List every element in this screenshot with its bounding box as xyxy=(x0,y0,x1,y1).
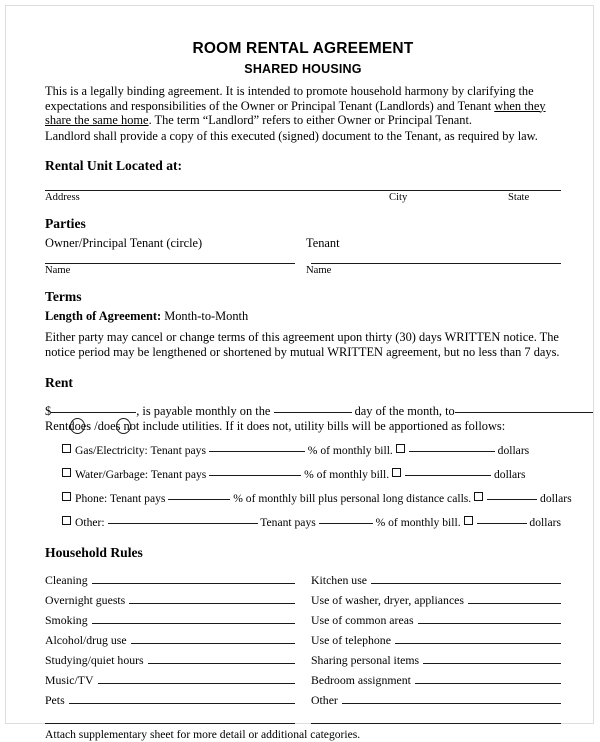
section-heading-rental-unit: Rental Unit Located at: xyxy=(45,158,183,174)
section-heading-rent: Rent xyxy=(45,374,73,390)
rent-due-day-input-line[interactable] xyxy=(274,403,352,413)
rent-day-text: day of the month, to xyxy=(351,403,455,418)
utility-percent-input-water-garbage[interactable] xyxy=(209,466,301,476)
utility-percent-input-phone[interactable] xyxy=(168,490,230,500)
parties-role-labels xyxy=(45,236,561,251)
list-item xyxy=(311,627,561,647)
rule-input-line-blank[interactable] xyxy=(311,723,561,724)
document-content xyxy=(45,39,572,742)
rent-payee-input-line[interactable] xyxy=(455,403,593,413)
rent-amount-row xyxy=(45,403,561,419)
section-heading-parties: Parties xyxy=(45,216,86,232)
intro-underlined-phrase: when they share the same home xyxy=(45,98,546,128)
household-rules-right-column xyxy=(311,567,561,724)
utility-tenant-pays-text-other: Tenant pays xyxy=(260,515,316,529)
list-item xyxy=(311,687,561,707)
state-label: State xyxy=(508,192,530,204)
list-item xyxy=(45,607,295,627)
length-of-agreement-row xyxy=(45,309,561,324)
utility-dollars-text-other: dollars xyxy=(529,515,561,529)
notice-paragraph: Either party may cancel or change terms of this agreement upon thirty (30) days WRITTEN notice. The notice period may be lengthened or shortened by mutual WRITTEN agreement, but no less than 7 days. xyxy=(45,330,560,359)
rule-label: Other xyxy=(311,692,338,707)
intro-text-part2: . The term “Landlord” refers to either Owner or Principal Tenant. xyxy=(148,113,473,128)
rule-label: Use of washer, dryer, appliances xyxy=(311,592,465,607)
rule-input-line[interactable] xyxy=(342,703,561,704)
rule-label: Pets xyxy=(45,692,65,707)
list-item xyxy=(45,687,295,707)
household-rules-left-column xyxy=(45,567,295,724)
rent-amount-input-line[interactable] xyxy=(51,403,136,413)
address-label: Address xyxy=(45,192,80,204)
rule-label: Cleaning xyxy=(45,572,88,587)
rule-input-line[interactable] xyxy=(92,583,295,584)
parties-name-labels xyxy=(45,264,561,278)
household-rules-footnote: Attach supplementary sheet for more detail or additional categories. xyxy=(45,727,361,741)
rule-label: Studying/quiet hours xyxy=(45,652,144,667)
checkbox-water-garbage[interactable] xyxy=(62,468,71,477)
length-of-agreement-label: Length of Agreement: xyxy=(45,309,162,324)
list-item xyxy=(311,567,561,587)
list-item-blank xyxy=(311,707,561,724)
address-labels xyxy=(45,191,561,205)
utility-percent-text-water-garbage: % of monthly bill. xyxy=(304,467,390,481)
owner-role-label: Owner/Principal Tenant (circle) xyxy=(45,236,203,251)
list-item xyxy=(311,667,561,687)
rule-input-line[interactable] xyxy=(69,703,295,704)
rule-input-line[interactable] xyxy=(98,683,296,684)
dollar-sign: $ xyxy=(45,403,52,418)
checkbox-other[interactable] xyxy=(62,516,71,525)
rule-label: Bedroom assignment xyxy=(311,672,411,687)
utility-dollars-input-water-garbage[interactable] xyxy=(405,466,491,476)
tenant-role-label: Tenant xyxy=(306,236,340,251)
list-item xyxy=(311,647,561,667)
checkbox-phone[interactable] xyxy=(62,492,71,501)
list-item xyxy=(45,667,295,687)
length-of-agreement-value: Month-to-Month xyxy=(164,309,249,324)
utility-label-phone: Phone: Tenant pays xyxy=(75,491,166,505)
rule-label: Use of telephone xyxy=(311,632,391,647)
utility-dollars-input-other[interactable] xyxy=(477,514,527,524)
household-rules-grid xyxy=(45,567,561,724)
list-item-blank xyxy=(45,707,295,724)
rule-input-line[interactable] xyxy=(423,663,561,664)
list-item xyxy=(45,647,295,667)
list-item xyxy=(45,587,295,607)
utility-label-gas-electricity: Gas/Electricity: Tenant pays xyxy=(75,443,206,457)
tenant-name-label: Name xyxy=(306,265,332,277)
rent-payable-text: , is payable monthly on the xyxy=(136,403,274,418)
rule-label: Overnight guests xyxy=(45,592,126,607)
utility-percent-text-gas-electricity: % of monthly bill. xyxy=(307,443,393,457)
list-item xyxy=(45,627,295,647)
rule-input-line-blank[interactable] xyxy=(45,723,295,724)
utility-dollars-input-gas-electricity[interactable] xyxy=(409,442,495,452)
owner-name-label: Name xyxy=(45,265,71,277)
page-subtitle: SHARED HOUSING xyxy=(244,62,362,76)
city-label: City xyxy=(389,192,408,204)
checkbox-water-garbage-dollars[interactable] xyxy=(392,468,401,477)
list-item xyxy=(45,567,295,587)
rule-label: Alcohol/drug use xyxy=(45,632,127,647)
rent-utilities-row xyxy=(45,419,561,434)
utility-percent-text-phone: % of monthly bill plus personal long distance calls. xyxy=(233,491,472,505)
checkbox-gas-electricity-dollars[interactable] xyxy=(396,444,405,453)
rule-input-line[interactable] xyxy=(148,663,295,664)
list-item xyxy=(311,587,561,607)
rule-input-line[interactable] xyxy=(129,603,295,604)
utility-row-phone xyxy=(45,490,572,506)
list-item xyxy=(311,607,561,627)
rule-input-line[interactable] xyxy=(371,583,561,584)
checkbox-phone-dollars[interactable] xyxy=(474,492,483,501)
rule-label: Smoking xyxy=(45,612,88,627)
utility-percent-input-other[interactable] xyxy=(319,514,373,524)
utility-percent-input-gas-electricity[interactable] xyxy=(209,442,305,452)
rent-utilities-text: include utilities. If it does not, utility bills will be apportioned as follows: xyxy=(139,418,506,433)
utility-label-other: Other: xyxy=(75,515,105,529)
utility-description-input-other[interactable] xyxy=(108,514,258,524)
page-title: ROOM RENTAL AGREEMENT xyxy=(192,40,414,57)
utility-dollars-text-phone: dollars xyxy=(540,491,572,505)
utility-dollars-text-water-garbage: dollars xyxy=(493,467,526,481)
utility-row-water-garbage xyxy=(45,466,561,482)
intro-paragraph xyxy=(45,84,561,128)
utility-row-other xyxy=(45,514,561,530)
utility-dollars-text-gas-electricity: dollars xyxy=(497,443,530,457)
rule-label: Kitchen use xyxy=(311,572,368,587)
rule-input-line[interactable] xyxy=(92,623,295,624)
document-page xyxy=(5,5,594,741)
rent-does-option[interactable]: does xyxy=(68,418,92,433)
utility-dollars-input-phone[interactable] xyxy=(487,490,537,500)
utility-row-gas-electricity xyxy=(45,442,561,458)
section-heading-household-rules: Household Rules xyxy=(45,544,143,560)
section-heading-terms: Terms xyxy=(45,289,82,305)
rule-input-line[interactable] xyxy=(395,643,561,644)
intro-paragraph-2: Landlord shall provide a copy of this executed (signed) document to the Tenant, as required by law. xyxy=(45,128,538,143)
utility-label-water-garbage: Water/Garbage: Tenant pays xyxy=(75,467,207,481)
rent-does-not-option[interactable]: does not xyxy=(97,418,140,433)
rent-label: Rent xyxy=(45,418,69,433)
rule-input-line[interactable] xyxy=(468,603,561,604)
checkbox-gas-electricity[interactable] xyxy=(62,444,71,453)
rule-label: Sharing personal items xyxy=(311,652,420,667)
rule-input-line[interactable] xyxy=(131,643,295,644)
rule-label: Music/TV xyxy=(45,672,94,687)
rule-input-line[interactable] xyxy=(418,623,561,624)
rule-input-line[interactable] xyxy=(415,683,561,684)
rent-option-separator: / xyxy=(94,418,98,433)
checkbox-other-dollars[interactable] xyxy=(464,516,473,525)
intro-text-part1: This is a legally binding agreement. It is intended to promote household harmony by clarifying the expectations and responsibilities of the Owner or Principal Tenant (Landlords) and Tenant xyxy=(45,84,534,113)
rule-label: Use of common areas xyxy=(311,612,414,627)
utility-percent-text-other: % of monthly bill. xyxy=(375,515,461,529)
